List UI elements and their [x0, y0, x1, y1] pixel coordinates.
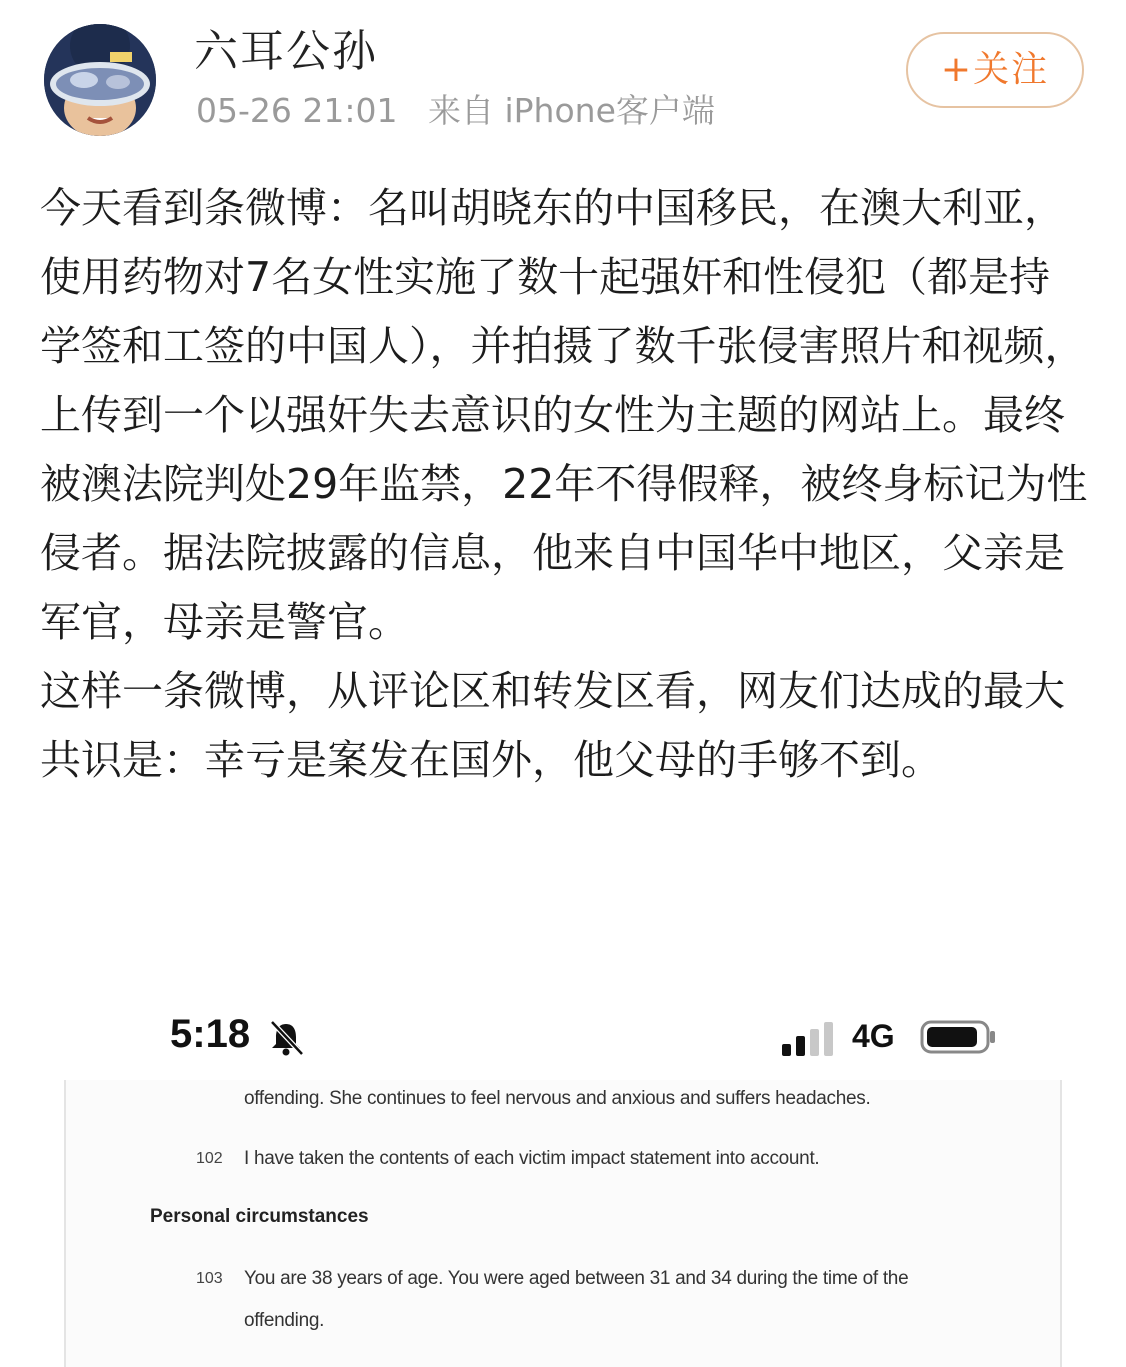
network-label: 4G	[852, 1018, 895, 1054]
avatar-image	[44, 24, 156, 136]
section-heading: Personal circumstances	[150, 1206, 369, 1227]
embedded-screenshot[interactable]	[64, 990, 1064, 1367]
post-paragraph: 今天看到条微博：名叫胡晓东的中国移民，在澳大利亚，使用药物对7名女性实施了数十起强奸和性侵犯（都是持学签和工签的中国人），并拍摄了数千张侵害照片和视频，上传到一个以强奸失去意识的女性为主题的网站上。最终被澳法院判处29年监禁，22年不得假释，被终身标记为性侵者。据法院披露的信息，他来自中国华中地区，父亲是军官，母亲是警官。	[40, 184, 1088, 646]
status-time: 5:18	[170, 1012, 251, 1056]
paragraph-number: 103	[196, 1270, 223, 1287]
post-header	[0, 0, 1126, 150]
signal-icon	[780, 1022, 840, 1058]
paragraph-number: 102	[196, 1150, 223, 1167]
post-meta	[196, 88, 715, 134]
document-line: offending. She continues to feel nervous and anxious and suffers headaches.	[244, 1088, 871, 1109]
document-line: You are 38 years of age. You were aged between 31 and 34 during the time of the	[244, 1268, 909, 1289]
battery-icon	[920, 1020, 998, 1054]
author-name[interactable]: 六耳公孙	[194, 26, 378, 77]
document-line: offending.	[244, 1310, 325, 1331]
document-line: I have taken the contents of each victim impact statement into account.	[244, 1148, 820, 1169]
status-bar	[64, 990, 1064, 1080]
document-page	[64, 1080, 1062, 1367]
avatar[interactable]	[44, 24, 156, 136]
follow-button[interactable]: +关注	[906, 32, 1084, 108]
post-body	[40, 174, 1090, 795]
bell-muted-icon	[266, 1018, 306, 1058]
post-source: 来自 iPhone客户端	[427, 91, 715, 130]
post-timestamp: 05-26 21:01	[196, 91, 398, 130]
post-paragraph: 这样一条微博，从评论区和转发区看，网友们达成的最大共识是：幸亏是案发在国外，他父母的手够不到。	[40, 667, 1065, 784]
